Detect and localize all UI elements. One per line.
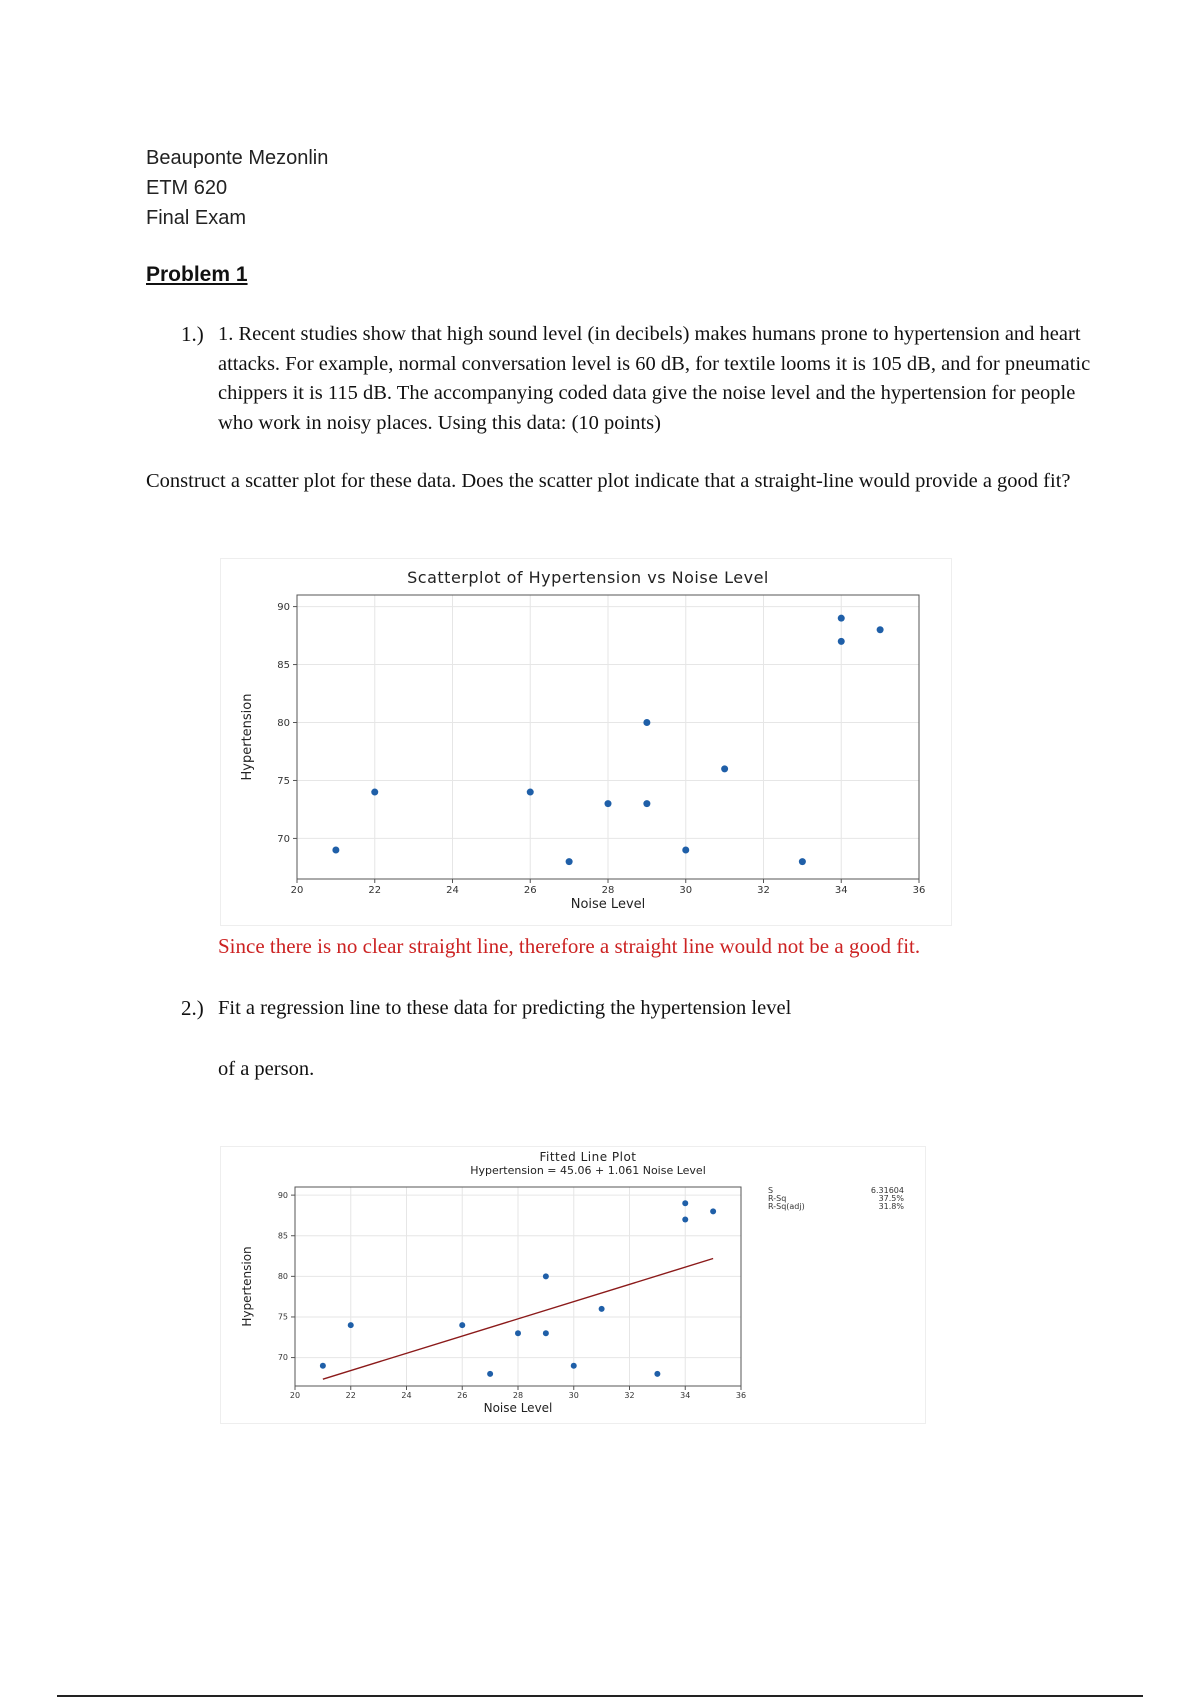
- data-point: [599, 1306, 605, 1312]
- course-code: ETM 620: [146, 177, 228, 199]
- scatterplot-figure: [220, 558, 952, 926]
- y-tick-label: 90: [277, 601, 290, 613]
- data-point: [721, 765, 728, 772]
- stat-value: 31.8%: [878, 1202, 904, 1211]
- question-2-text: Fit a regression line to these data for predicting the hypertension level: [218, 997, 792, 1019]
- data-point: [487, 1371, 493, 1377]
- x-tick-label: 34: [680, 1391, 691, 1400]
- stat-value: 6.31604: [870, 1186, 904, 1195]
- y-tick-label: 85: [277, 1231, 288, 1241]
- data-point: [515, 1330, 521, 1336]
- y-tick-label: 85: [277, 659, 290, 671]
- x-tick-label: 30: [568, 1391, 579, 1400]
- x-tick-label: 36: [912, 885, 926, 896]
- data-point: [605, 800, 612, 807]
- student-name: Beauponte Mezonlin: [146, 147, 329, 169]
- data-point: [566, 858, 573, 865]
- x-tick-label: 22: [345, 1391, 356, 1400]
- x-tick-label: 20: [289, 1391, 301, 1400]
- data-point: [332, 847, 339, 854]
- data-point: [543, 1330, 549, 1336]
- scatterplot-chart: [221, 559, 951, 925]
- problem-title: Problem 1: [146, 263, 248, 286]
- x-tick-label: 22: [368, 885, 382, 896]
- chart-subtitle: Hypertension = 45.06 + 1.061 Noise Level: [470, 1164, 706, 1177]
- question-1-subtext: Construct a scatter plot for these data. Does the scatter plot indicate that a straight‑line would provide a good fit?: [146, 470, 1071, 492]
- fitted-line-figure: [220, 1146, 926, 1424]
- x-tick-label: 24: [401, 1391, 412, 1400]
- y-tick-label: 75: [277, 1312, 288, 1322]
- data-point: [838, 638, 845, 645]
- x-axis-label: Noise Level: [570, 897, 646, 912]
- question-2-number: 2.): [181, 996, 204, 1020]
- x-tick-label: 34: [834, 885, 848, 896]
- chart-title: Scatterplot of Hypertension vs Noise Level: [407, 568, 769, 587]
- y-axis-label: Hypertension: [240, 693, 255, 781]
- x-axis-label: Noise Level: [483, 1401, 553, 1415]
- chart-title: Fitted Line Plot: [539, 1150, 637, 1164]
- exam-title: Final Exam: [146, 207, 247, 229]
- data-point: [682, 1200, 688, 1206]
- question-1-answer: Since there is no clear straight line, therefore a straight line would not be a good fit.: [218, 934, 921, 958]
- stat-label: R-Sq(adj): [768, 1202, 805, 1211]
- data-point: [682, 1216, 688, 1222]
- stat-value: 37.5%: [878, 1194, 904, 1203]
- x-tick-label: 32: [624, 1391, 635, 1400]
- stat-label: S: [768, 1186, 774, 1195]
- y-tick-label: 70: [277, 1353, 288, 1363]
- y-tick-label: 75: [277, 775, 290, 787]
- y-tick-label: 80: [277, 717, 290, 729]
- y-tick-label: 90: [277, 1190, 288, 1200]
- x-tick-label: 30: [679, 885, 693, 896]
- data-point: [710, 1208, 716, 1214]
- data-point: [654, 1371, 660, 1377]
- question-1-text: 1. Recent studies show that high sound level (in decibels) makes humans prone to hypertension and heart attacks. For example, normal conversation level is 60 dB, for textile looms it is 105 dB, and for pneumatic chippers it is 115 dB. The accompanying coded data give the noise level and the hypertension for people who work in noisy places. Using this data: (10 points): [218, 323, 1091, 434]
- data-point: [348, 1322, 354, 1328]
- data-point: [643, 800, 650, 807]
- data-point: [877, 626, 884, 633]
- x-tick-label: 32: [757, 885, 770, 896]
- x-tick-label: 28: [512, 1391, 524, 1400]
- data-point: [320, 1363, 326, 1369]
- fitted-line-chart: [221, 1147, 925, 1423]
- x-tick-label: 24: [446, 885, 459, 896]
- question-2-text-continued: of a person.: [218, 1058, 315, 1080]
- data-point: [371, 789, 378, 796]
- y-tick-label: 80: [277, 1272, 288, 1282]
- x-tick-label: 28: [601, 885, 615, 896]
- x-tick-label: 20: [290, 885, 304, 896]
- data-point: [838, 615, 845, 622]
- y-axis-label: Hypertension: [240, 1246, 254, 1327]
- data-point: [643, 719, 650, 726]
- x-tick-label: 26: [523, 885, 537, 896]
- question-1-number: 1.): [181, 322, 204, 346]
- data-point: [682, 847, 689, 854]
- data-point: [571, 1363, 577, 1369]
- x-tick-label: 36: [735, 1391, 747, 1400]
- data-point: [799, 858, 806, 865]
- data-point: [543, 1273, 549, 1279]
- y-tick-label: 70: [277, 833, 290, 845]
- stat-label: R-Sq: [768, 1194, 787, 1203]
- data-point: [459, 1322, 465, 1328]
- footer-rule: [57, 1695, 1143, 1697]
- x-tick-label: 26: [457, 1391, 468, 1400]
- data-point: [527, 789, 534, 796]
